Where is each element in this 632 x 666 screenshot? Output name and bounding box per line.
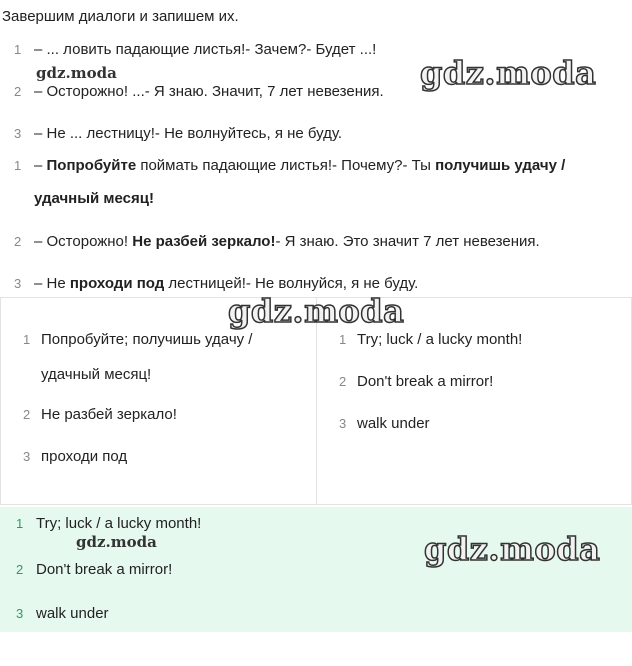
task-text: – ... ловить падающие листья!- Зачем?- Будет ...!: [34, 41, 377, 58]
row-number: 3: [339, 416, 347, 431]
answer-line-1: [14, 157, 565, 174]
answer-line-3: [14, 275, 418, 292]
watermark: gdz.moda: [424, 530, 601, 568]
cell-text: проходи под: [41, 448, 128, 465]
answer-text: поймать падающие листья!- Почему?- Ты: [136, 157, 436, 174]
watermark-small: gdz.moda: [36, 64, 117, 82]
cell-text: Try; luck / a lucky month!: [357, 331, 523, 348]
answer-box: [0, 507, 632, 632]
row-number: 2: [339, 374, 347, 389]
table-row: [23, 406, 177, 423]
row-number: 1: [23, 332, 31, 347]
answer-text: Don't break a mirror!: [36, 561, 173, 578]
exercise-title: Завершим диалоги и запишем их.: [2, 8, 239, 25]
answer-line-2: [14, 233, 540, 250]
watermark: gdz.moda: [228, 292, 405, 330]
table-row: [23, 331, 252, 348]
row-number: 2: [23, 407, 31, 422]
table-row: [41, 366, 151, 383]
answer-box-line: [16, 561, 172, 578]
cell-text: Попробуйте; получишь удачу /: [41, 331, 253, 348]
cell-text: Don't break a mirror!: [357, 373, 494, 390]
table-row: [339, 415, 430, 432]
task-number: 1: [14, 42, 22, 57]
row-number: 1: [339, 332, 347, 347]
task-text: – Осторожно! ...- Я знаю. Значит, 7 лет невезения.: [34, 83, 384, 100]
answer-number: 2: [14, 234, 22, 249]
answer-box-line: [16, 515, 201, 532]
cell-text: удачный месяц!: [41, 366, 152, 383]
answer-number: 1: [16, 516, 24, 531]
row-number: 3: [23, 449, 31, 464]
task-line-2: [14, 83, 384, 100]
answer-text: – Не: [34, 275, 70, 292]
answer-text: лестницей!- Не волнуйся, я не буду.: [164, 275, 419, 292]
task-number: 2: [14, 84, 22, 99]
answer-number: 1: [14, 158, 22, 173]
task-text: – Не ... лестницу!- Не волнуйтесь, я не буду.: [34, 125, 343, 142]
answer-bold-text: получишь удачу /: [435, 157, 566, 174]
answer-text: Try; luck / a lucky month!: [36, 515, 202, 532]
answer-line-1-cont: удачный месяц!: [34, 190, 154, 207]
answer-text: - Я знаю. Это значит 7 лет невезения.: [275, 233, 540, 250]
answer-text: –: [34, 157, 47, 174]
cell-text: Не разбей зеркало!: [41, 406, 177, 423]
watermark: gdz.moda: [420, 54, 597, 92]
cell-text: walk under: [357, 415, 430, 432]
watermark-small: gdz.moda: [76, 533, 157, 551]
answer-number: 2: [16, 562, 24, 577]
answer-number: 3: [16, 606, 24, 621]
table-row: [23, 448, 127, 465]
task-line-1: [14, 41, 376, 58]
answer-text: – Осторожно!: [34, 233, 133, 250]
answer-bold-text: проходи под: [69, 275, 165, 292]
answer-bold-text: Не разбей зеркало!: [132, 233, 276, 250]
answer-bold-text: Попробуйте: [46, 157, 137, 174]
task-line-3: [14, 125, 342, 142]
answer-text: walk under: [36, 605, 109, 622]
answer-box-line: [16, 605, 109, 622]
task-number: 3: [14, 126, 22, 141]
table-row: [339, 373, 493, 390]
answer-number: 3: [14, 276, 22, 291]
table-row: [339, 331, 522, 348]
